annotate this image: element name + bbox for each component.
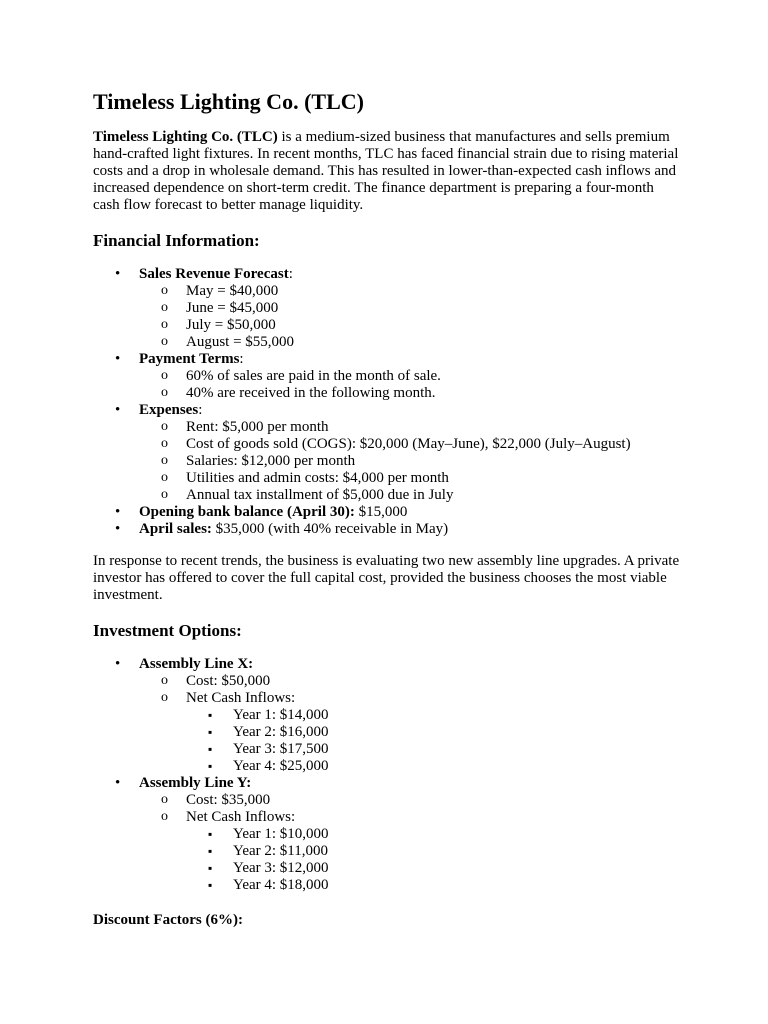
- assembly-line-y-item: [93, 775, 683, 894]
- payment-label: Payment Terms: [139, 351, 240, 367]
- expenses-label: Expenses: [139, 402, 199, 418]
- assembly-line-x-years: [186, 707, 683, 775]
- assembly-line-y-sublist: [139, 792, 683, 894]
- financial-heading: Financial Information:: [93, 231, 260, 250]
- list-item: o Salaries: $12,000 per month: [139, 453, 683, 470]
- april-sales-label: April sales:: [139, 521, 212, 537]
- assembly-line-x-label: Assembly Line X:: [139, 656, 254, 672]
- list-item: o Utilities and admin costs: $4,000 per month: [139, 470, 683, 487]
- assembly-line-y-years: [186, 826, 683, 894]
- list-item: o Cost of goods sold (COGS): $20,000 (May–June), $22,000 (July–August): [139, 436, 683, 453]
- intro-text: is a medium-sized business that manufactures and sells premium hand-crafted light fixtures. In recent months, TLC has faced financial strain due to rising material costs and a drop in wholesale demand. This has resulted in lower-than-expected cash inflows and increased dependence on short-term credit. The finance department is preparing a four-month cash flow forecast to better manage liquidity.: [93, 129, 679, 213]
- expenses-item: [93, 402, 683, 504]
- intro-company-name: Timeless Lighting Co. (TLC): [93, 129, 278, 145]
- payment-item: [93, 351, 683, 402]
- investment-list: [93, 656, 683, 894]
- intro-paragraph: [93, 129, 683, 214]
- opening-balance-label: Opening bank balance (April 30):: [139, 504, 355, 520]
- inflows-label: Net Cash Inflows:: [186, 690, 296, 706]
- assembly-line-x-sublist: [139, 673, 683, 775]
- sales-suffix: :: [288, 266, 293, 282]
- list-item: o Rent: $5,000 per month: [139, 419, 683, 436]
- list-item: [139, 690, 683, 775]
- list-item: ▪ Year 2: $11,000: [186, 843, 683, 860]
- payment-sublist: [139, 368, 683, 402]
- list-item: o July = $50,000: [139, 317, 683, 334]
- assembly-line-y-label: Assembly Line Y:: [139, 775, 252, 791]
- page-title: Timeless Lighting Co. (TLC): [93, 89, 364, 114]
- list-item: ▪ Year 1: $10,000: [186, 826, 683, 843]
- list-item: o Cost: $50,000: [139, 673, 683, 690]
- expenses-sublist: [139, 419, 683, 504]
- list-item: o Cost: $35,000: [139, 792, 683, 809]
- opening-balance-value: $15,000: [354, 504, 408, 520]
- sales-item: [93, 266, 683, 351]
- sales-sublist: [139, 283, 683, 351]
- investment-intro-paragraph: In response to recent trends, the business is evaluating two new assembly line upgrades. A private investor has offered to cover the full capital cost, provided the business chooses the most viable investment.: [93, 553, 680, 603]
- list-item: ▪ Year 1: $14,000: [186, 707, 683, 724]
- assembly-line-x-item: [93, 656, 683, 775]
- april-sales-item: [93, 521, 683, 538]
- list-item: o May = $40,000: [139, 283, 683, 300]
- april-sales-value: $35,000 (with 40% receivable in May): [211, 521, 449, 537]
- list-item: ▪ Year 4: $18,000: [186, 877, 683, 894]
- opening-balance-item: [93, 504, 683, 521]
- list-item: ▪ Year 4: $25,000: [186, 758, 683, 775]
- inflows-label: Net Cash Inflows:: [186, 809, 296, 825]
- list-item: o August = $55,000: [139, 334, 683, 351]
- list-item: o 60% of sales are paid in the month of sale.: [139, 368, 683, 385]
- discount-factors-heading: Discount Factors (6%):: [93, 912, 243, 928]
- document-page: [93, 89, 683, 929]
- list-item: o Annual tax installment of $5,000 due in July: [139, 487, 683, 504]
- list-item: o June = $45,000: [139, 300, 683, 317]
- list-item: ▪ Year 3: $12,000: [186, 860, 683, 877]
- payment-suffix: :: [239, 351, 244, 367]
- list-item: ▪ Year 3: $17,500: [186, 741, 683, 758]
- financial-list: [93, 266, 683, 538]
- list-item: o 40% are received in the following month.: [139, 385, 683, 402]
- list-item: [139, 809, 683, 894]
- sales-label: Sales Revenue Forecast: [139, 266, 289, 282]
- investment-heading: Investment Options:: [93, 621, 242, 640]
- list-item: ▪ Year 2: $16,000: [186, 724, 683, 741]
- expenses-suffix: :: [198, 402, 203, 418]
